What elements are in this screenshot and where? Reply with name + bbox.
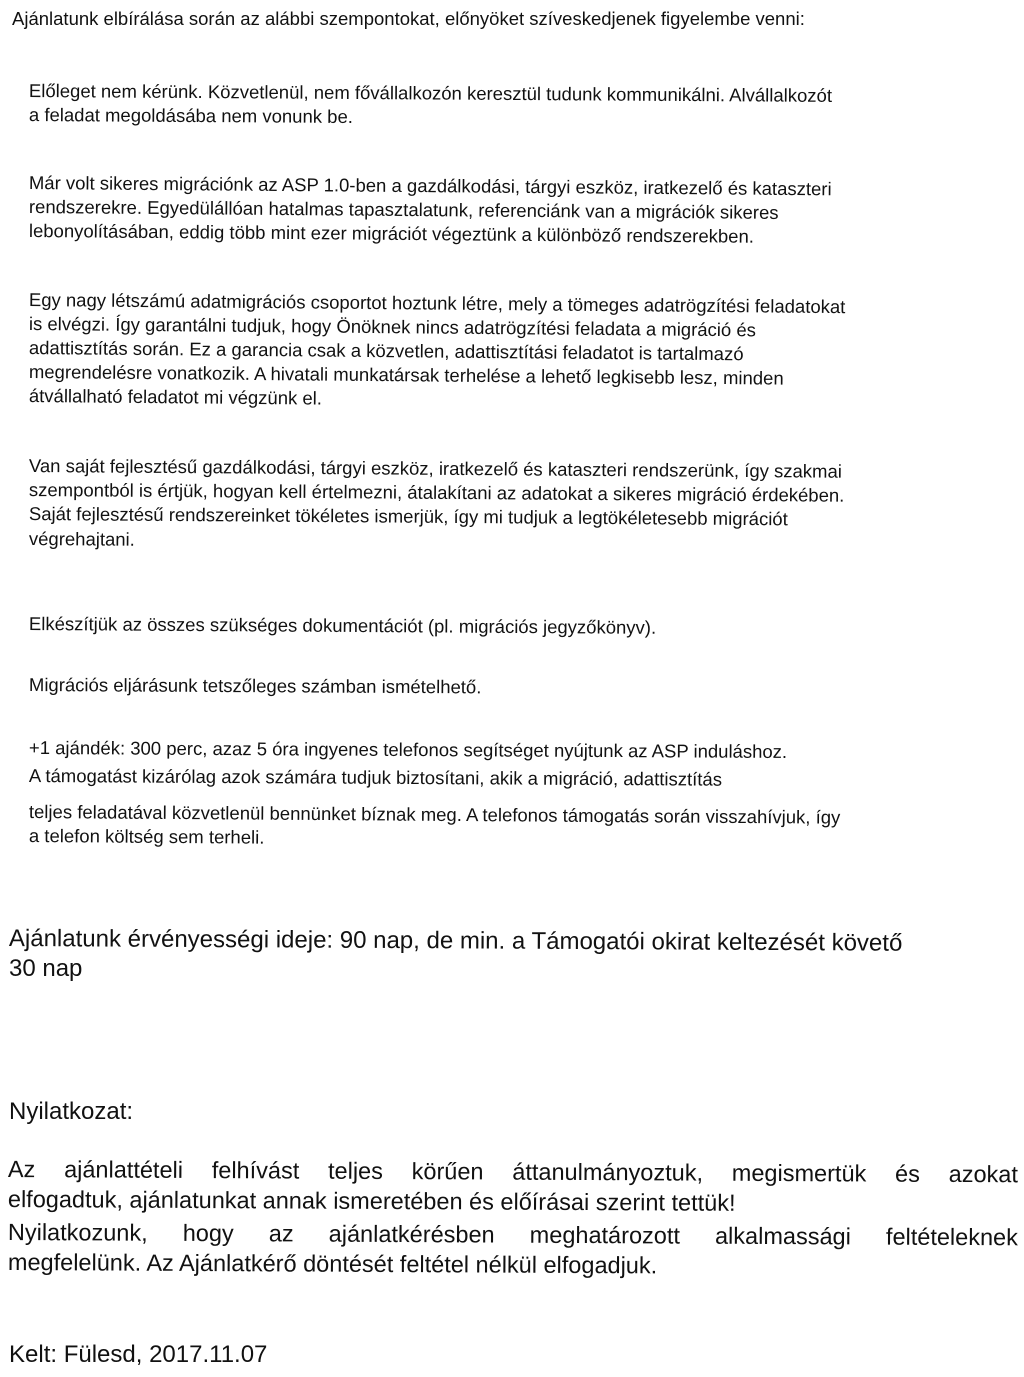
paragraph-2-line-1: Már volt sikeres migrációnk az ASP 1.0-ben a gazdálkodási, tárgyi eszköz, iratkezelő és kataszteri — [28, 172, 832, 200]
paragraph-2-line-2: rendszerekre. Egyedülállóan hatalmas tapasztalatunk, referenciánk van a migrációk sikeres — [28, 196, 779, 223]
declaration-line-1-text: Az ajánlattételi felhívást teljes körűen áttanulmányoztuk, megismertük és azokat — [7, 1156, 1018, 1188]
paragraph-3-line-2: is elvégzi. Így garantálni tudjuk, hogy Önöknek nincs adatrögzítési feladata a migráció és — [28, 313, 757, 341]
paragraph-1-line-1: Előleget nem kérünk. Közvetlenül, nem fővállalkozón keresztül tudunk kommunikálni. Alvállalkozót — [28, 80, 833, 106]
paragraph-4-line-3: Saját fejlesztésű rendszereinket tökéletes ismerjük, így mi tudjuk a legtökéletesebb migrációt — [28, 503, 788, 530]
paragraph-7-line-3: teljes feladatával közvetlenül bennünket bíznak meg. A telefonos támogatás során visszahívjuk, így — [28, 801, 841, 828]
paragraph-2-line-3: lebonyolításában, eddig több mint ezer migrációt végeztünk a különböző rendszerekben. — [28, 220, 755, 247]
paragraph-4-line-2: szempontból is értjük, hogyan kell értelmezni, átalakítani az adatokat a sikeres migráció érdekében. — [28, 479, 845, 506]
validity-line-1: Ajánlatunk érvényességi ideje: 90 nap, de min. a Támogatói okirat keltezését követő — [8, 925, 903, 957]
paragraph-3-line-3: adattisztítás során. Ez a garancia csak a közvetlen, adattisztítási feladatot is tartalmazó — [28, 337, 744, 365]
declaration-heading: Nyilatkozat: — [9, 1098, 134, 1125]
declaration-line-3-text: Nyilatkozunk, hogy az ajánlatkérésben meghatározott alkalmassági feltételeknek — [7, 1219, 1018, 1251]
paragraph-1-line-2: a feladat megoldásába nem vonunk be. — [28, 104, 353, 127]
paragraph-3-line-1: Egy nagy létszámú adatmigrációs csoportot hoztunk létre, mely a tömeges adatrögzítési feladatokat — [28, 289, 846, 318]
declaration-line-2-text: elfogadtuk, ajánlatunkat annak ismeretében és előírásai szerint tettük! — [7, 1186, 736, 1216]
paragraph-7-line-1: +1 ajándék: 300 perc, azaz 5 óra ingyenes telefonos segítséget nyújtunk az ASP induláshoz. — [28, 737, 788, 762]
paragraph-7-line-2: A támogatást kizárólag azok számára tudjuk biztosítani, akik a migráció, adattisztítás — [28, 765, 723, 790]
declaration-line-2 — [8, 1184, 1018, 1219]
paragraph-3-line-4: megrendelésre vonatkozik. A hivatali munkatársak terhelése a lehető legkisebb lesz, minden — [28, 361, 784, 389]
paragraph-4-line-1: Van saját fejlesztésű gazdálkodási, tárgyi eszköz, iratkezelő és kataszteri rendszerünk, így szakmai — [28, 455, 842, 482]
paragraph-3-line-5: átvállalható feladatot mi végzünk el. — [28, 385, 323, 409]
intro-text: Ajánlatunk elbírálása során az alábbi szempontokat, előnyöket szíveskedjenek figyelembe venni: — [12, 8, 805, 29]
signature-date: Kelt: Fülesd, 2017.11.07 — [9, 1341, 268, 1368]
validity-line-2: 30 nap — [9, 955, 83, 982]
paragraph-7-line-4: a telefon költség sem terheli. — [28, 825, 265, 848]
declaration-line-4 — [8, 1247, 1018, 1282]
declaration-line-4-text: megfelelünk. Az Ajánlatkérő döntését feltétel nélkül elfogadjuk. — [7, 1249, 658, 1279]
paragraph-6: Migrációs eljárásunk tetszőleges számban ismételhető. — [28, 674, 482, 698]
paragraph-4-line-4: végrehajtani. — [28, 528, 135, 550]
paragraph-5: Elkészítjük az összes szükséges dokumentációt (pl. migrációs jegyzőkönyv). — [28, 613, 657, 638]
